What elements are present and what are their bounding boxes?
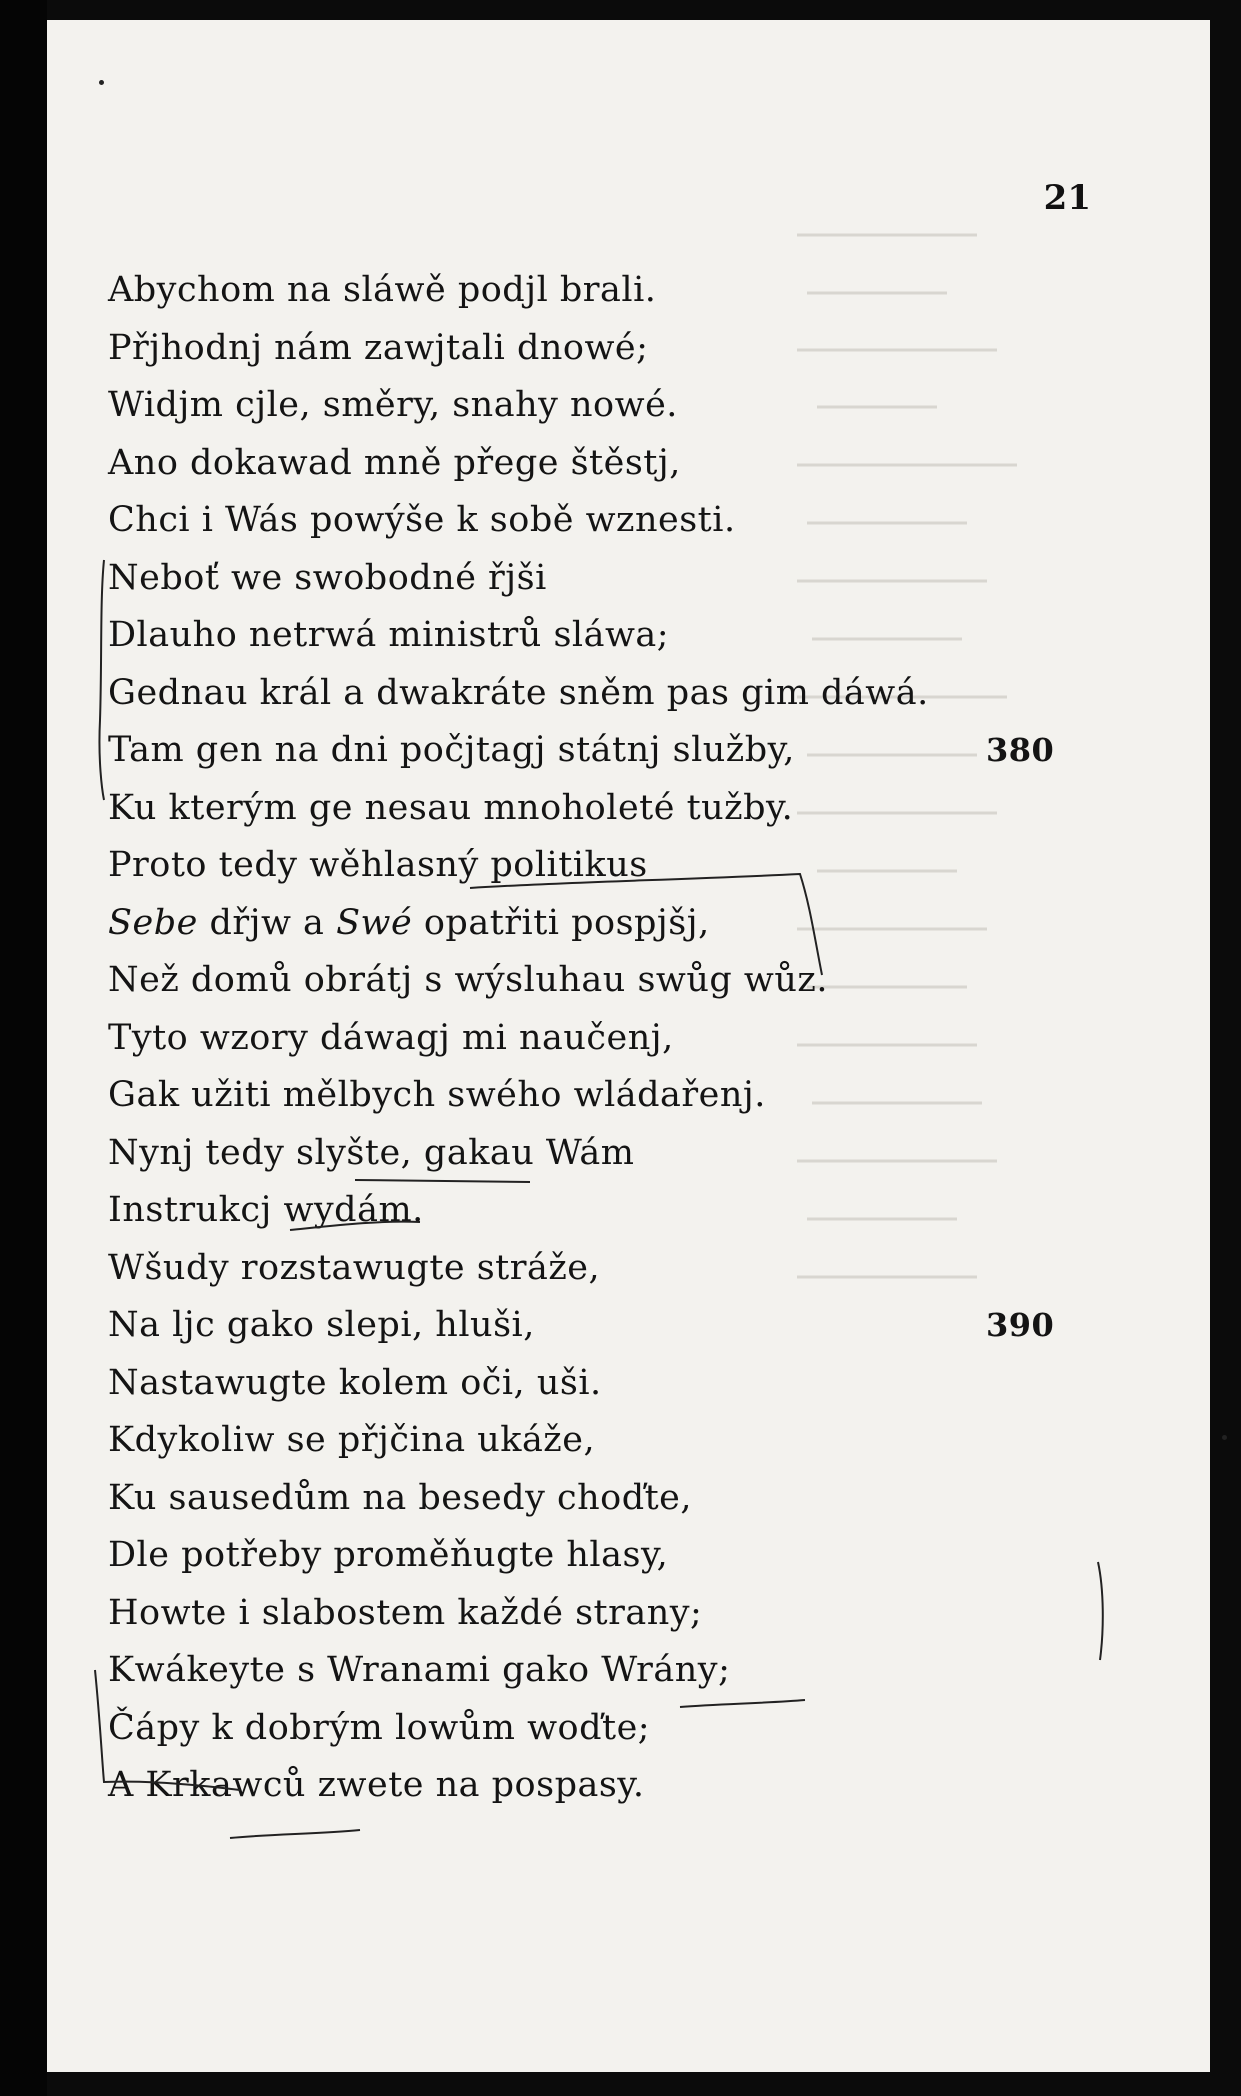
poem-line (108, 1240, 1108, 1298)
poem-line-text: Než domů obrátj s wýsluhau swůg wůz. (108, 960, 828, 1000)
poem-line (108, 1700, 1108, 1758)
poem-line (108, 1067, 1108, 1125)
poem-line (108, 1585, 1108, 1643)
scan-speck (99, 80, 104, 85)
poem-line (108, 722, 1108, 780)
poem-text (108, 262, 1108, 1815)
poem-line-text: Wšudy rozstawugte stráže, (108, 1247, 601, 1288)
poem-line (108, 952, 1108, 1010)
poem-line (108, 1412, 1108, 1470)
poem-line (108, 320, 1108, 378)
poem-line-text: Abychom na sláwě podjl brali. (108, 270, 657, 310)
poem-line (108, 1642, 1108, 1700)
poem-line (108, 1527, 1108, 1585)
line-number: 380 (986, 731, 1055, 769)
poem-line (108, 1757, 1108, 1815)
poem-line (108, 262, 1108, 320)
poem-line-text: Proto tedy wěhlasný politikus (108, 845, 648, 885)
poem-line-text: Neboť we swobodné řjši (108, 557, 547, 598)
poem-line (108, 780, 1108, 838)
poem-line-text: Přjhodnj nám zawjtali dnowé; (108, 327, 649, 368)
poem-line (108, 1010, 1108, 1068)
poem-line (108, 550, 1108, 608)
poem-line-text: Instrukcj wydám. (108, 1190, 424, 1230)
poem-line-text: Čápy k dobrým lowům woďte; (108, 1707, 651, 1748)
poem-line-text: Ano dokawad mně přege štěstj, (108, 442, 681, 483)
poem-line (108, 492, 1108, 550)
scan-speck (1222, 1435, 1227, 1440)
poem-line-text: Nynj tedy slyšte, gakau Wám (108, 1132, 635, 1173)
poem-line-text: Gak užiti mělbych swého wládařenj. (108, 1075, 766, 1115)
poem-line (108, 1297, 1108, 1355)
poem-line (108, 607, 1108, 665)
poem-line-text: Kwákeyte s Wranami gako Wrány; (108, 1650, 731, 1690)
poem-line-text: Dle potřeby proměňugte hlasy, (108, 1535, 669, 1575)
poem-line-text: Tam gen na dni počjtagj státnj služby, (108, 730, 795, 770)
poem-line-text: Chci i Wás powýše k sobě wznesti. (108, 500, 736, 540)
scan-left-edge (0, 0, 47, 2096)
poem-line (108, 1470, 1108, 1528)
poem-line (108, 895, 1108, 953)
poem-line-text: Dlauho netrwá ministrů sláwa; (108, 615, 670, 655)
poem-line-text: Ku kterým ge nesau mnoholeté tužby. (108, 787, 794, 828)
poem-line (108, 1355, 1108, 1413)
poem-line-text: Widjm cjle, směry, snahy nowé. (108, 385, 678, 425)
page-number: 21 (1043, 178, 1091, 218)
poem-line-text: Ku sausedům na besedy choďte, (108, 1477, 693, 1518)
line-number: 390 (986, 1306, 1055, 1344)
poem-line-text: Gednau král a dwakráte sněm pas gim dáwá. (108, 672, 929, 713)
poem-line-text: Sebe dřjw a Swé opatřiti pospjšj, (108, 902, 710, 943)
poem-line-text: Tyto wzory dáwagj mi naučenj, (108, 1017, 674, 1058)
poem-line-text: A Krkawců zwete na pospasy. (108, 1765, 645, 1805)
poem-line-text: Howte i slabostem každé strany; (108, 1592, 703, 1633)
poem-line (108, 1125, 1108, 1183)
poem-line (108, 377, 1108, 435)
poem-line (108, 665, 1108, 723)
poem-line-text: Na ljc gako slepi, hluši, (108, 1305, 535, 1345)
poem-line-text: Kdykoliw se přjčina ukáže, (108, 1420, 596, 1460)
poem-line (108, 837, 1108, 895)
poem-line (108, 435, 1108, 493)
poem-line (108, 1182, 1108, 1240)
poem-line-text: Nastawugte kolem oči, uši. (108, 1362, 602, 1403)
